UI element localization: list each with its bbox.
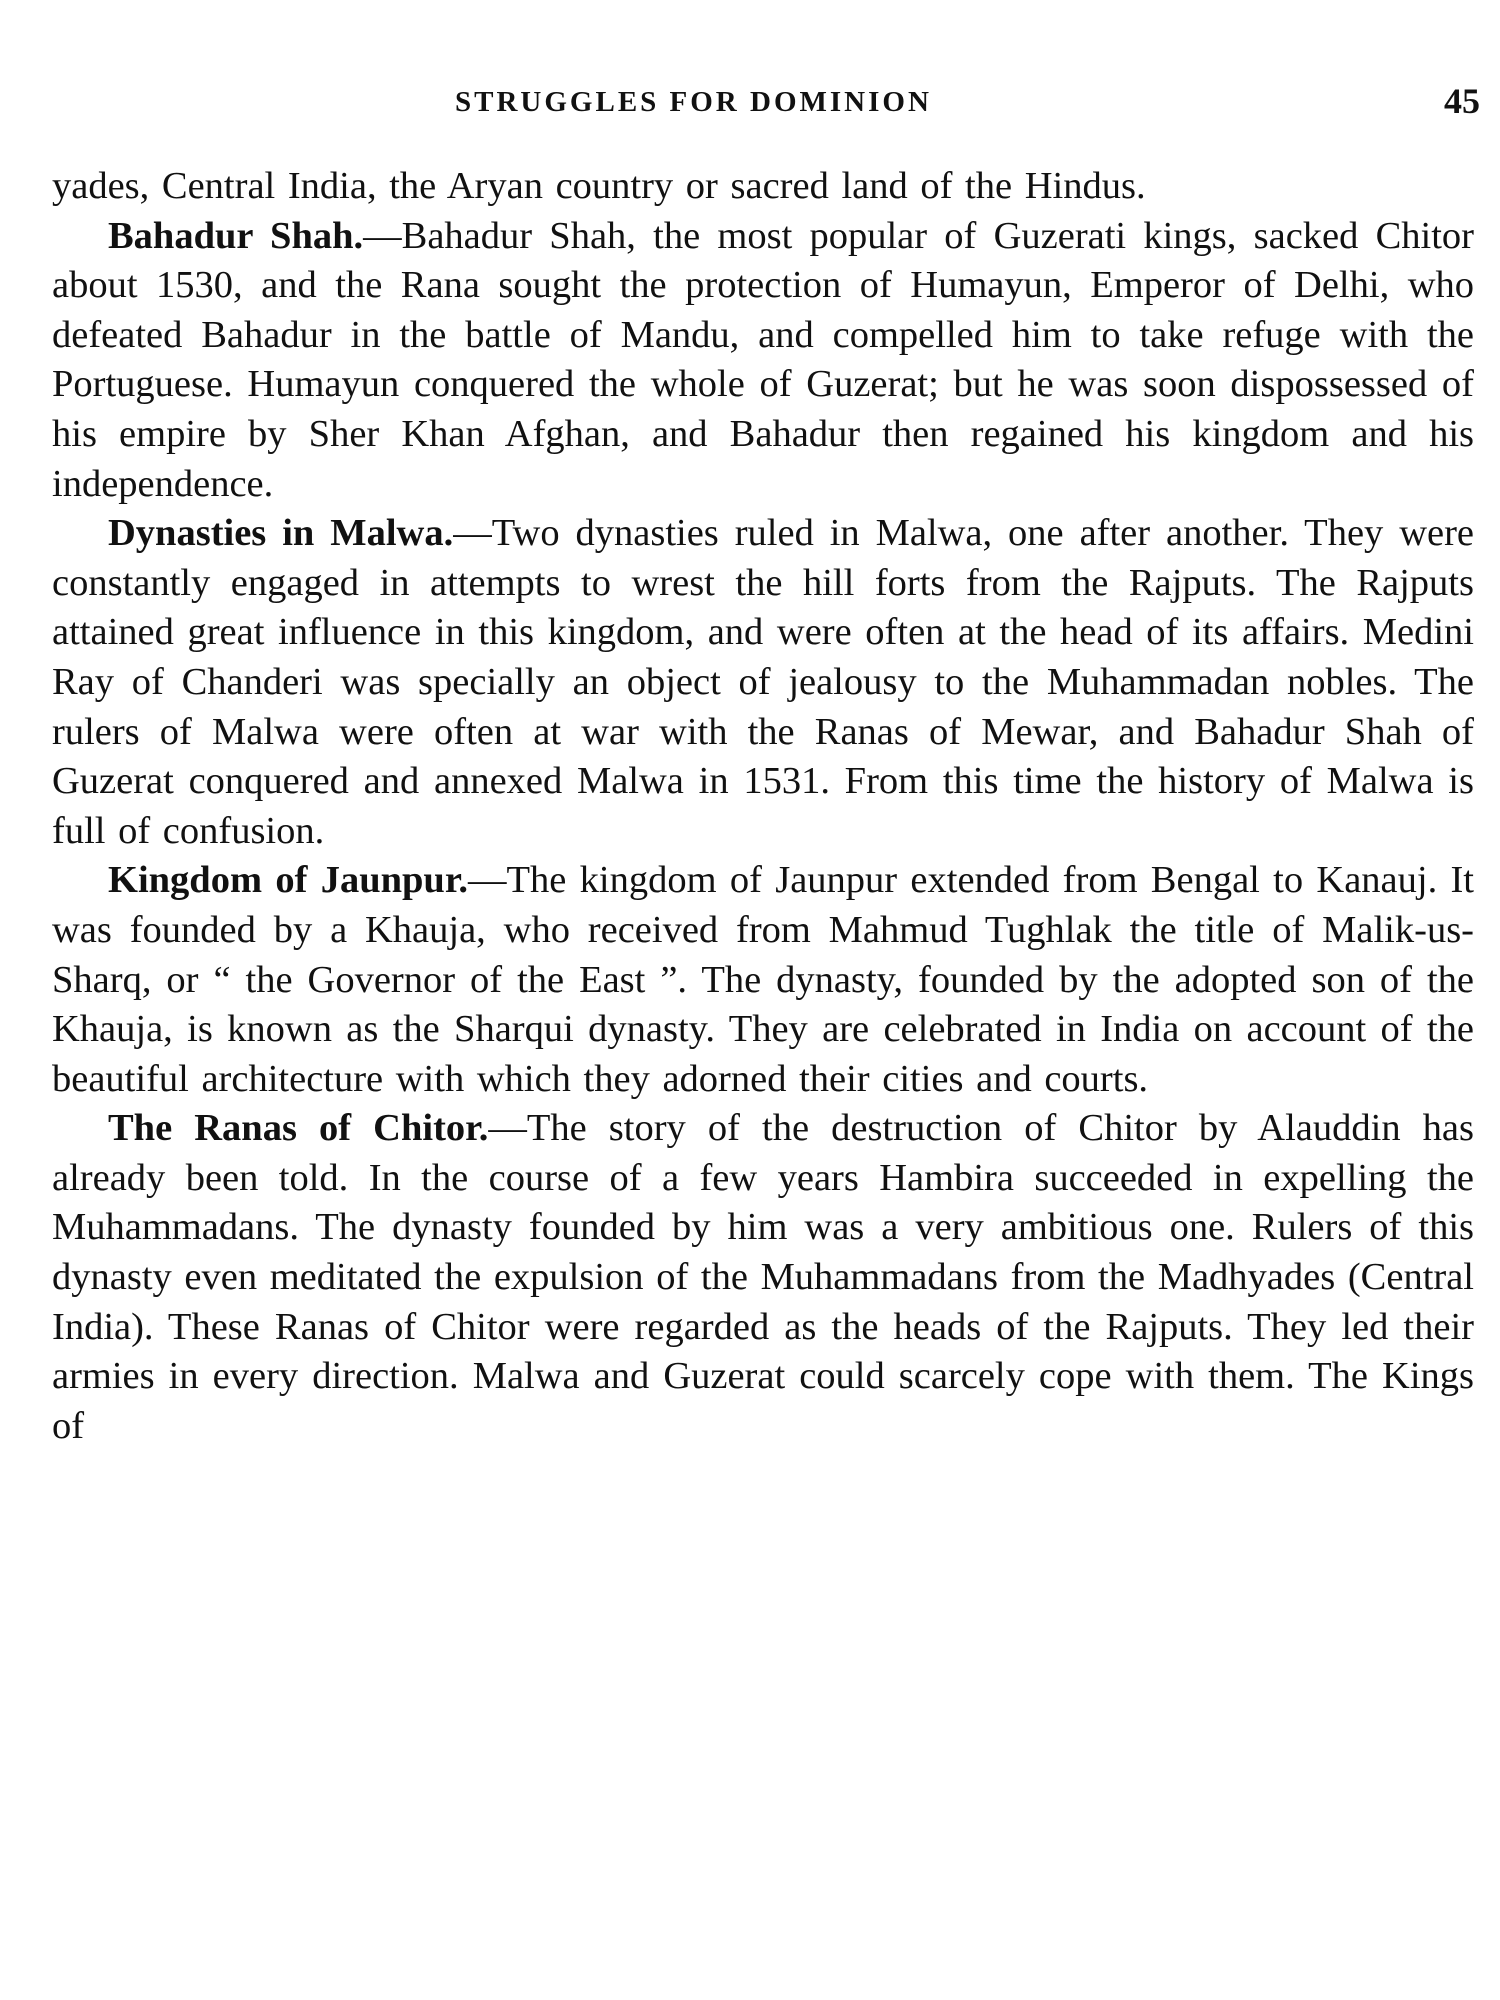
running-head bbox=[0, 81, 1500, 126]
paragraph-kingdom-of-jaunpur bbox=[52, 856, 1474, 1104]
paragraph-dynasties-in-malwa bbox=[52, 509, 1474, 856]
page-number: 45 bbox=[1444, 81, 1480, 121]
paragraph-bahadur-shah bbox=[52, 212, 1474, 510]
paragraph-text: —The kingdom of Jaunpur extended from Bengal to Kanauj. It was founded by a Khauja, who received from Mahmud Tughlak the title of Malik-us-Sharq, or “ the Governor of the East ”. The dynasty, founded by the adopted son of the Khauja, is known as the Sharqui dynasty. They are celebrated in India on account of the beautiful architecture with which they adorned their cities and courts. bbox=[52, 859, 1475, 1100]
paragraph-text: —The story of the destruction of Chitor by Alauddin has already been told. In the course of a few years Hambira succeeded in expelling the Muhammadans. The dynasty founded by him was a very ambitious one. Rulers of this dynasty even meditated the expulsion of the Muhammadans from the Madhyades (Central India). These Ranas of Chitor were regarded as the heads of the Rajputs. They led their armies in every direction. Malwa and Guzerat could scarcely cope with them. The Kings of bbox=[52, 1107, 1474, 1447]
paragraph-continuation bbox=[52, 162, 1474, 212]
section-heading: Bahadur Shah. bbox=[108, 214, 364, 257]
paragraph-text: —Two dynasties ruled in Malwa, one after another. They were constantly engaged in attempts to wrest the hill forts from the Rajputs. The Rajputs attained great influence in this kingdom, and were often at the head of its affairs. Medini Ray of Chanderi was specially an object of jealousy to the Muhammadan nobles. The rulers of Malwa were often at war with the Ranas of Mewar, and Bahadur Shah of Guzerat conquered and annexed Malwa in 1531. From this time the history of Malwa is full of confusion. bbox=[52, 512, 1474, 852]
paragraph-text: —Bahadur Shah, the most popular of Guzerati kings, sacked Chitor about 1530, and the Rana sought the protection of Humayun, Emperor of Delhi, who defeated Bahadur in the battle of Mandu, and compelled him to take refuge with the Portuguese. Humayun conquered the whole of Guzerat; but he was soon dispossessed of his empire by Sher Khan Afghan, and Bahadur then regained his kingdom and his independence. bbox=[52, 214, 1474, 505]
section-heading: Kingdom of Jaunpur. bbox=[108, 859, 469, 902]
paragraph-ranas-of-chitor bbox=[52, 1104, 1474, 1451]
body-text bbox=[52, 162, 1474, 1451]
section-heading: Dynasties in Malwa. bbox=[108, 512, 454, 555]
section-heading: The Ranas of Chitor. bbox=[108, 1107, 489, 1150]
running-title: STRUGGLES FOR DOMINION bbox=[455, 86, 932, 118]
paragraph-text: yades, Central India, the Aryan country or sacred land of the Hindus. bbox=[52, 165, 1146, 207]
